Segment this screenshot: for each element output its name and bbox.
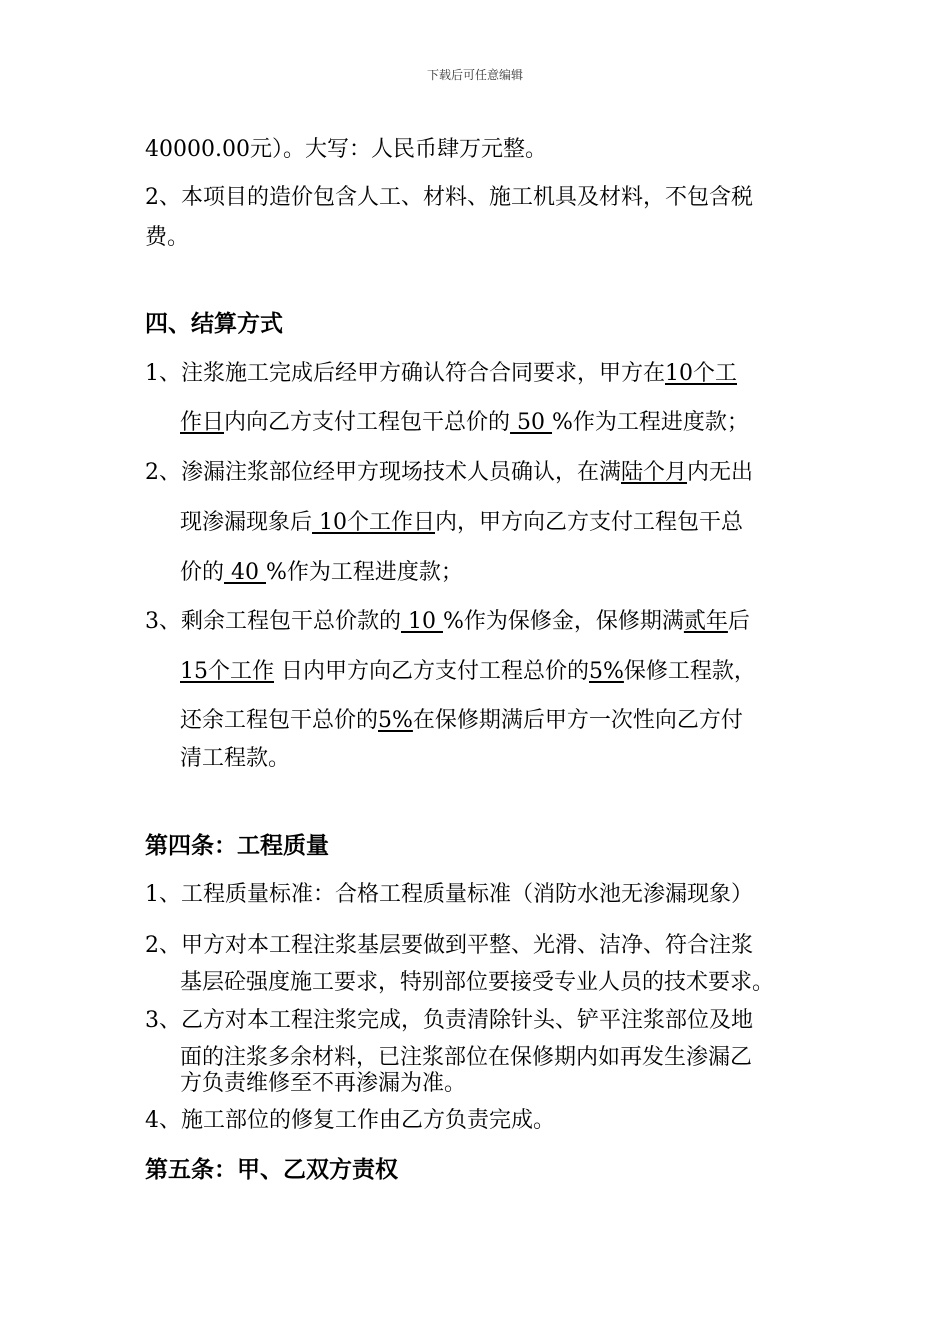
heading-rights: 第五条：甲、乙双方责权 bbox=[145, 1156, 398, 1183]
settlement-1-percent: 50 bbox=[510, 410, 553, 435]
settlement-2-text-end: 内无出 bbox=[687, 460, 754, 485]
quality-2-line-2: 基层砼强度施工要求，特别部位要接受专业人员的技术要求。 bbox=[180, 970, 775, 995]
settlement-3-text-end: 后 bbox=[727, 609, 750, 634]
settlement-2-line-2 bbox=[180, 510, 743, 536]
settlement-3-text-2: 日内甲方向乙方支付工程总价的 bbox=[274, 659, 589, 684]
settlement-2-text-3: 价的 bbox=[180, 560, 225, 585]
quality-2-line-1: 2、甲方对本工程注浆基层要做到平整、光滑、洁净、符合注浆 bbox=[145, 933, 753, 958]
settlement-2-text-2: 现渗漏现象后 bbox=[180, 510, 313, 535]
price-line: 40000.00元）。大写：人民币肆万元整。 bbox=[145, 137, 547, 162]
settlement-2-percent: 40 bbox=[224, 560, 266, 585]
settlement-2-text: 2、渗漏注浆部位经甲方现场技术人员确认，在满 bbox=[145, 460, 621, 485]
settlement-2-text-3-end: %作为工程进度款； bbox=[266, 560, 463, 585]
settlement-3-years: 贰年 bbox=[683, 609, 728, 634]
heading-quality: 第四条：工程质量 bbox=[145, 832, 329, 859]
heading-settlement: 四、结算方式 bbox=[145, 310, 283, 337]
settlement-1-days: 10个工 bbox=[665, 361, 737, 386]
settlement-1-text-end: %作为工程进度款； bbox=[552, 410, 749, 435]
settlement-3-line-1 bbox=[145, 609, 750, 635]
settlement-3-percent-3: 5% bbox=[378, 708, 413, 733]
settlement-1-text-mid: 内向乙方支付工程包干总价的 bbox=[224, 410, 511, 435]
settlement-2-line-3 bbox=[180, 560, 463, 586]
settlement-3-text-3: 还余工程包干总价的 bbox=[180, 708, 379, 733]
settlement-3-percent: 10 bbox=[401, 609, 443, 634]
quality-4: 4、施工部位的修复工作由乙方负责完成。 bbox=[145, 1108, 555, 1133]
settlement-3-days: 15个工作 bbox=[180, 659, 274, 684]
settlement-1-line-2 bbox=[180, 410, 749, 436]
settlement-1-text: 1、注浆施工完成后经甲方确认符合合同要求，甲方在 bbox=[145, 361, 665, 386]
settlement-3-line-4: 清工程款。 bbox=[180, 746, 291, 771]
clause-price-2-line-1: 2、本项目的造价包含人工、材料、施工机具及材料，不包含税 bbox=[145, 185, 753, 210]
clause-price-2-line-2: 费。 bbox=[145, 225, 190, 250]
settlement-3-line-3 bbox=[180, 708, 743, 734]
quality-3-line-2: 面的注浆多余材料，已注浆部位在保修期内如再发生渗漏乙 bbox=[180, 1045, 753, 1070]
header-note: 下载后可任意编辑 bbox=[426, 68, 523, 82]
settlement-3-text-3-end: 在保修期满后甲方一次性向乙方付 bbox=[412, 708, 743, 733]
settlement-3-line-2 bbox=[180, 659, 756, 685]
settlement-2-text-2-end: 内，甲方向乙方支付工程包干总 bbox=[435, 510, 744, 535]
quality-3-line-3: 方负责维修至不再渗漏为准。 bbox=[180, 1071, 467, 1096]
settlement-3-text-2-end: 保修工程款， bbox=[623, 659, 756, 684]
settlement-1-line-1 bbox=[145, 361, 737, 387]
settlement-3-text: 3、剩余工程包干总价款的 bbox=[145, 609, 401, 634]
settlement-3-text-mid: %作为保修金，保修期满 bbox=[442, 609, 684, 634]
quality-3-line-1: 3、乙方对本工程注浆完成，负责清除针头、铲平注浆部位及地 bbox=[145, 1008, 753, 1033]
quality-1: 1、工程质量标准：合格工程质量标准（消防水池无渗漏现象） bbox=[145, 882, 753, 907]
settlement-3-percent-2: 5% bbox=[589, 659, 624, 684]
settlement-2-days: 10个工作日 bbox=[312, 510, 436, 535]
settlement-1-days-cont: 作日 bbox=[180, 410, 225, 435]
settlement-2-months: 陆个月 bbox=[621, 460, 688, 485]
settlement-2-line-1 bbox=[145, 460, 753, 486]
